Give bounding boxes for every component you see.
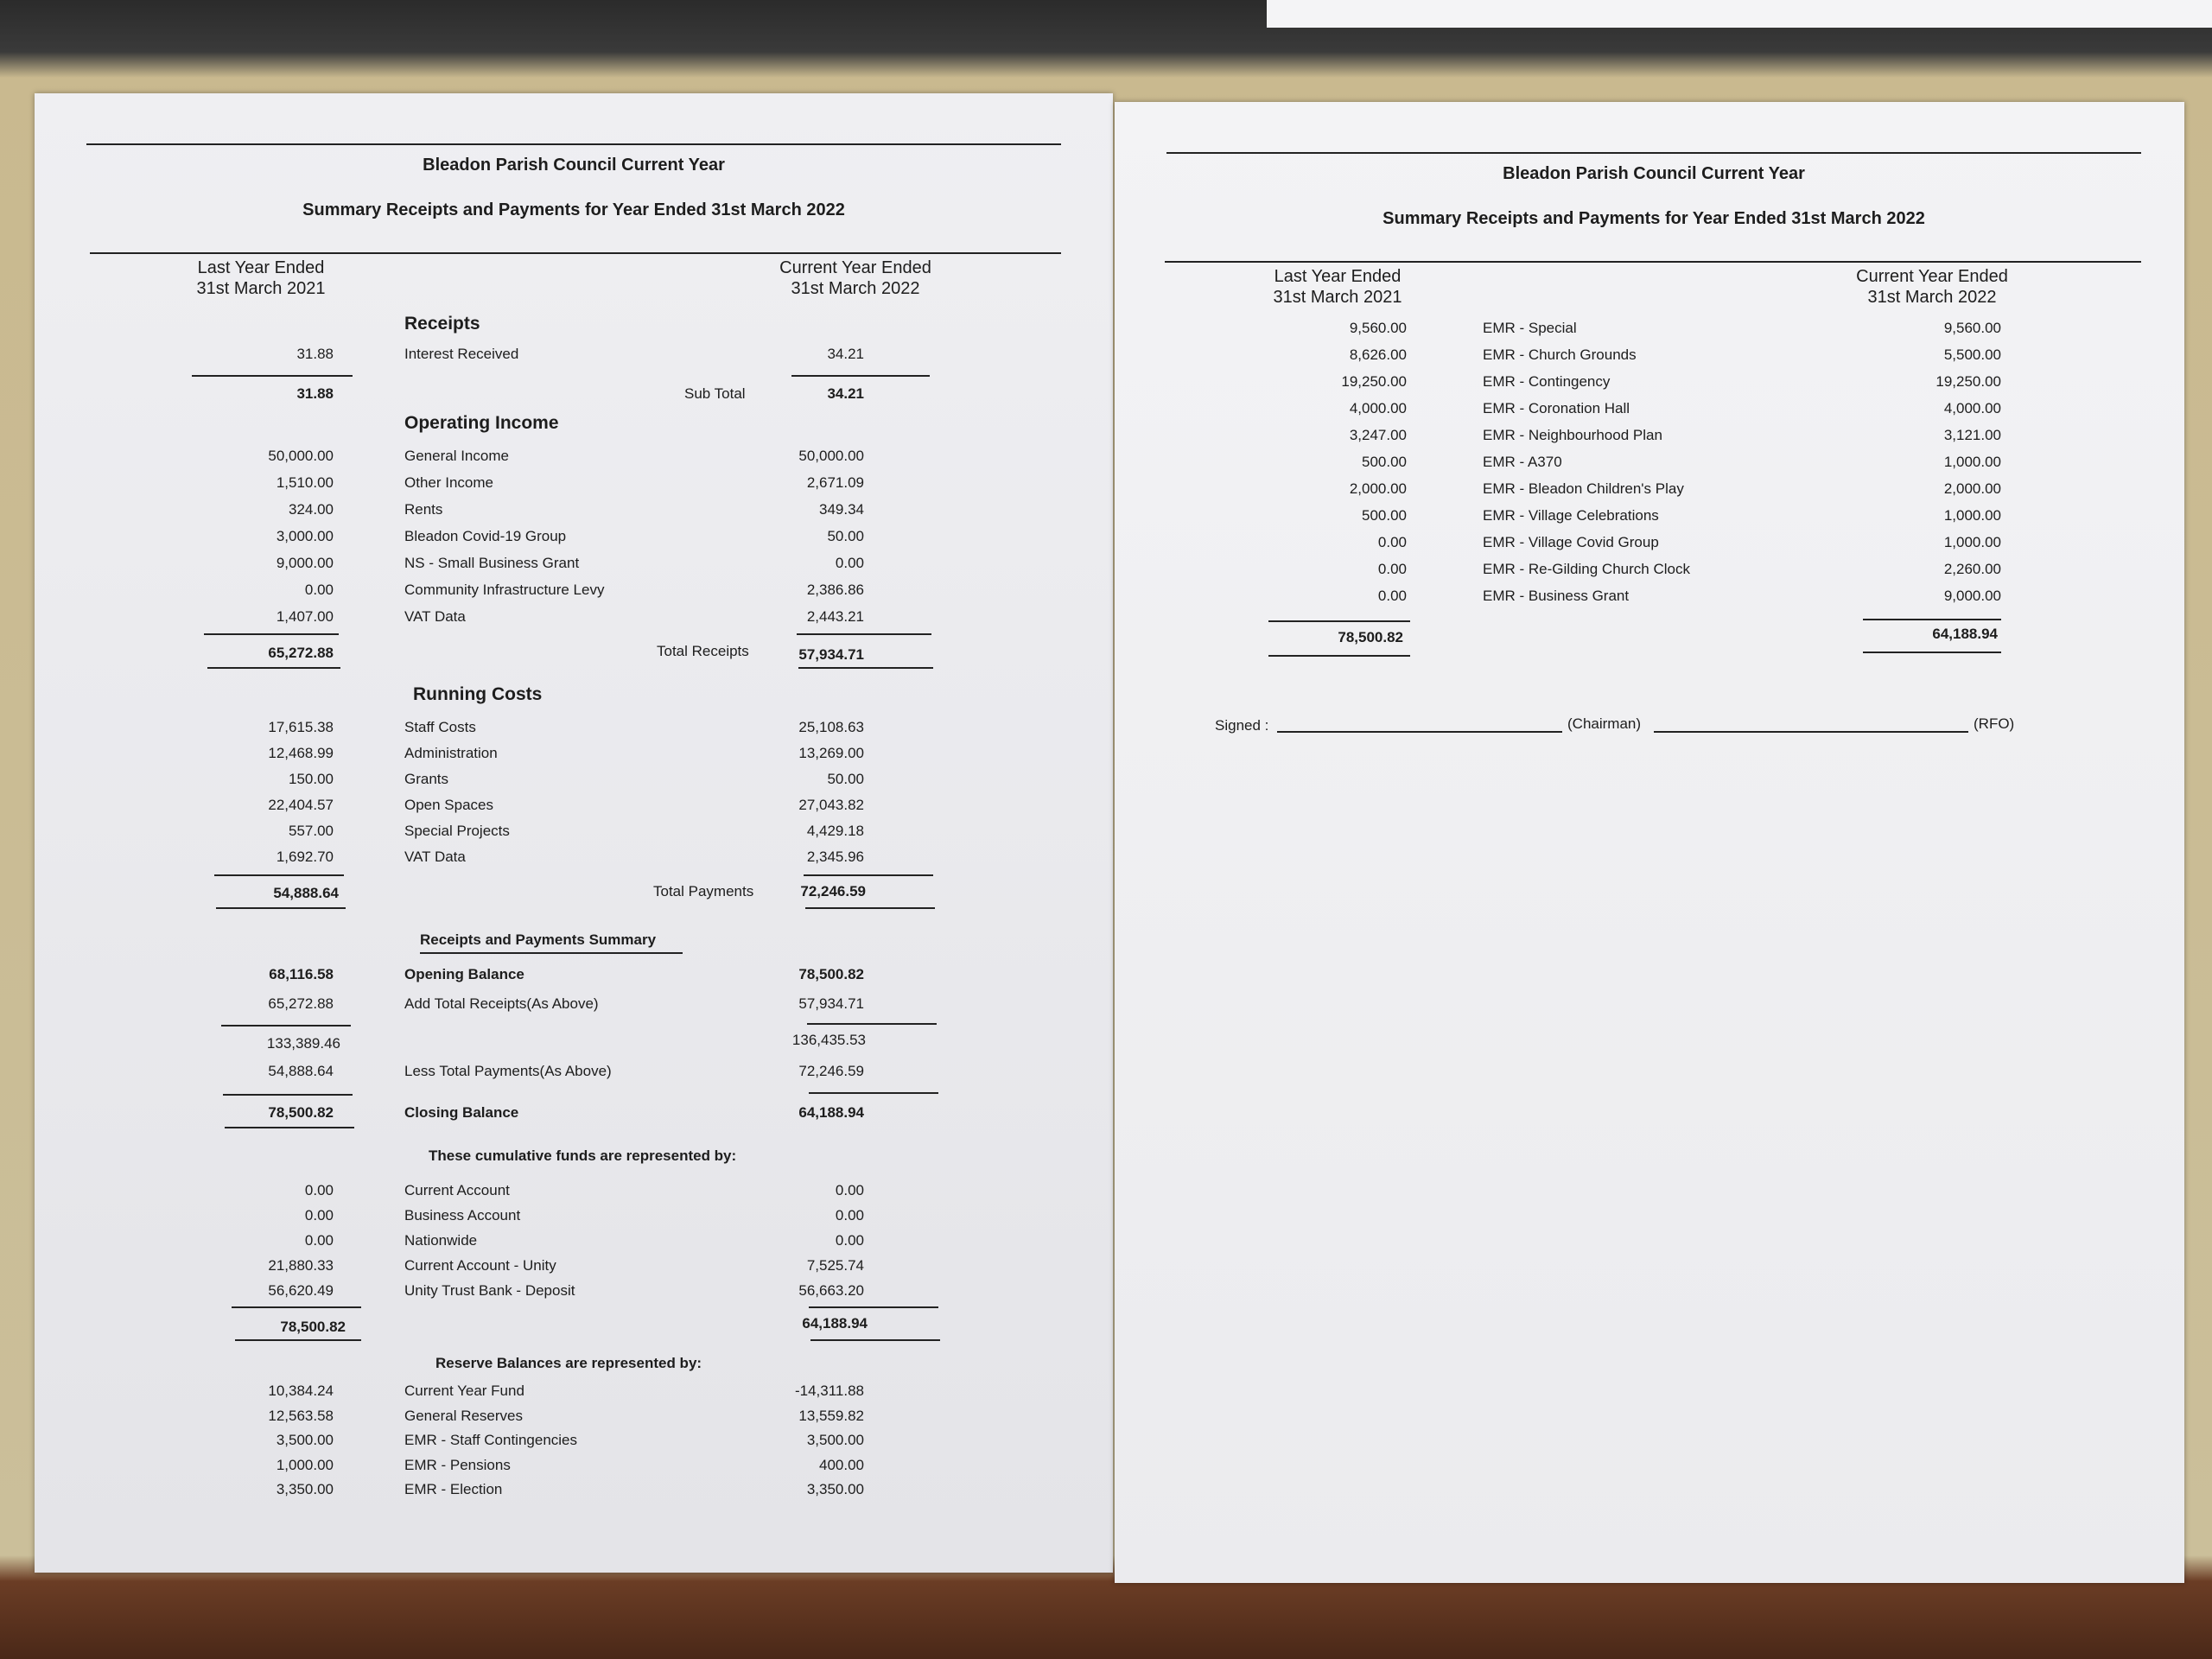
rfo-signature-line[interactable] xyxy=(1654,731,1968,733)
last-year-value: 50,000.00 xyxy=(268,448,334,464)
last-year-value: 65,272.88 xyxy=(268,995,334,1012)
row-label: EMR - Pensions xyxy=(404,1456,511,1473)
last-year-value: 500.00 xyxy=(1362,454,1407,470)
underline-current xyxy=(809,1092,938,1094)
current-year-value: 27,043.82 xyxy=(798,797,864,813)
page-title: Bleadon Parish Council Current Year xyxy=(423,156,725,175)
current-year-value: 78,500.82 xyxy=(798,966,864,982)
reserve-row-label: EMR - Re-Gilding Church Clock xyxy=(1483,561,1690,577)
current-year-value: 3,121.00 xyxy=(1943,427,2001,443)
row-label: EMR - Staff Contingencies xyxy=(404,1432,577,1448)
current-year-value: 50,000.00 xyxy=(798,448,864,464)
last-year-value: 0.00 xyxy=(304,1182,334,1198)
reserve-row-label: EMR - Contingency xyxy=(1483,373,1611,390)
total-receipts-label: Total Receipts xyxy=(657,643,749,659)
current-year-value: 0.00 xyxy=(835,1232,864,1249)
last-year-value: 1,407.00 xyxy=(276,608,334,625)
last-year-value: 17,615.38 xyxy=(268,719,334,735)
double-underline-current xyxy=(810,1339,940,1341)
add-receipts-label: Add Total Receipts(As Above) xyxy=(404,995,599,1012)
chairman-signature-line[interactable] xyxy=(1277,731,1562,733)
last-year-value: 56,620.49 xyxy=(268,1282,334,1299)
row-label: Rents xyxy=(404,501,443,518)
opening-balance-label: Opening Balance xyxy=(404,966,524,982)
section-heading-summary: Receipts and Payments Summary xyxy=(420,931,657,948)
current-year-value: 1,000.00 xyxy=(1943,534,2001,550)
row-label: Other Income xyxy=(404,474,493,491)
last-year-value: 31.88 xyxy=(296,346,334,362)
underline-last xyxy=(221,1025,351,1027)
signed-label: Signed : xyxy=(1215,717,1269,734)
underline-current xyxy=(791,375,930,377)
closing-balance-label: Closing Balance xyxy=(404,1104,519,1121)
left-page xyxy=(35,93,1113,1573)
page-title: Bleadon Parish Council Current Year xyxy=(1503,164,1805,183)
row-label: General Income xyxy=(404,448,509,464)
summary-heading-underline xyxy=(420,952,683,954)
last-year-value: 9,560.00 xyxy=(1349,320,1407,336)
total-payments-label: Total Payments xyxy=(653,883,754,899)
last-year-value: 12,468.99 xyxy=(268,745,334,761)
last-year-value: 324.00 xyxy=(289,501,334,518)
row-label: General Reserves xyxy=(404,1407,524,1424)
current-year-value: 57,934.71 xyxy=(798,995,864,1012)
row-label: Staff Costs xyxy=(404,719,476,735)
last-year-value: 3,000.00 xyxy=(276,528,334,544)
section-heading-receipts: Receipts xyxy=(404,314,480,334)
row-label: Administration xyxy=(404,745,498,761)
last-year-value: 22,404.57 xyxy=(268,797,334,813)
underline-last xyxy=(223,1094,353,1096)
reserve-row-label: EMR - Village Covid Group xyxy=(1483,534,1659,550)
reserve-row-label: EMR - Neighbourhood Plan xyxy=(1483,427,1662,443)
current-year-value: 4,429.18 xyxy=(806,823,864,839)
row-label: VAT Data xyxy=(404,849,466,865)
double-underline-current xyxy=(805,907,935,909)
underline-last xyxy=(204,633,339,635)
last-year-value: 2,000.00 xyxy=(1349,480,1407,497)
last-year-value: 1,510.00 xyxy=(276,474,334,491)
last-year-value: 0.00 xyxy=(304,1232,334,1249)
row-label: EMR - Election xyxy=(404,1481,503,1497)
section-heading-operating-income: Operating Income xyxy=(404,413,559,433)
subtotal2-last: 133,389.46 xyxy=(266,1035,340,1052)
reserve-row-label: EMR - Bleadon Children's Play xyxy=(1483,480,1684,497)
double-underline-current xyxy=(1863,652,2001,653)
double-underline-last xyxy=(225,1127,354,1128)
section-heading-reserves: Reserve Balances are represented by: xyxy=(435,1355,702,1371)
total-receipts-current: 57,934.71 xyxy=(798,646,864,663)
last-year-value: 1,692.70 xyxy=(276,849,334,865)
row-label: Nationwide xyxy=(404,1232,478,1249)
row-label: Community Infrastructure Levy xyxy=(404,582,605,598)
total-payments-last: 54,888.64 xyxy=(273,885,339,901)
last-year-value: 557.00 xyxy=(289,823,334,839)
double-underline-last xyxy=(216,907,346,909)
current-year-value: 400.00 xyxy=(819,1456,864,1473)
column-header-current-year: Current Year Ended 31st March 2022 xyxy=(779,258,931,298)
header-rule-bottom xyxy=(1165,261,2141,263)
reserves-total-last: 78,500.82 xyxy=(1338,629,1403,645)
current-year-value: 0.00 xyxy=(835,555,864,571)
current-year-value: 0.00 xyxy=(835,1182,864,1198)
underline-current xyxy=(804,874,933,876)
page-subtitle: Summary Receipts and Payments for Year Ended 31st March 2022 xyxy=(1382,209,1925,228)
row-label: Open Spaces xyxy=(404,797,494,813)
subtotal2-current: 136,435.53 xyxy=(791,1032,866,1048)
row-label: Unity Trust Bank - Deposit xyxy=(404,1282,575,1299)
subtotal-current: 34.21 xyxy=(827,385,864,402)
row-label: Current Account xyxy=(404,1182,510,1198)
reserve-row-label: EMR - Special xyxy=(1483,320,1577,336)
current-year-value: 19,250.00 xyxy=(1936,373,2001,390)
row-label: NS - Small Business Grant xyxy=(404,555,580,571)
underline-last xyxy=(214,874,344,876)
last-year-value: 150.00 xyxy=(289,771,334,787)
chairman-label: (Chairman) xyxy=(1567,715,1642,732)
current-year-value: 4,000.00 xyxy=(1943,400,2001,416)
current-year-value: 2,443.21 xyxy=(806,608,864,625)
last-year-value: 0.00 xyxy=(1377,588,1407,604)
rfo-label: (RFO) xyxy=(1974,715,2015,732)
current-year-value: 64,188.94 xyxy=(798,1104,864,1121)
row-label: Special Projects xyxy=(404,823,510,839)
current-year-value: 2,260.00 xyxy=(1943,561,2001,577)
background-paper-strip xyxy=(1267,0,2212,28)
page-subtitle: Summary Receipts and Payments for Year Ended 31st March 2022 xyxy=(302,200,845,219)
current-year-value: 7,525.74 xyxy=(806,1257,864,1274)
reserve-row-label: EMR - Church Grounds xyxy=(1483,346,1637,363)
reserve-row-label: EMR - Business Grant xyxy=(1483,588,1630,604)
current-year-value: 9,000.00 xyxy=(1943,588,2001,604)
current-year-value: 56,663.20 xyxy=(798,1282,864,1299)
last-year-value: 3,247.00 xyxy=(1349,427,1407,443)
last-year-value: 19,250.00 xyxy=(1341,373,1407,390)
current-year-value: 13,269.00 xyxy=(798,745,864,761)
last-year-value: 12,563.58 xyxy=(268,1407,334,1424)
current-year-value: 50.00 xyxy=(827,771,864,787)
last-year-value: 0.00 xyxy=(304,582,334,598)
last-year-value: 68,116.58 xyxy=(269,966,334,982)
last-year-value: 0.00 xyxy=(1377,534,1407,550)
double-underline-current xyxy=(798,667,933,669)
underline-last xyxy=(192,375,353,377)
reserve-row-label: EMR - Village Celebrations xyxy=(1483,507,1659,524)
last-year-value: 10,384.24 xyxy=(268,1382,334,1399)
last-year-value: 3,500.00 xyxy=(276,1432,334,1448)
current-year-value: 34.21 xyxy=(827,346,864,362)
section-heading-funds: These cumulative funds are represented by: xyxy=(429,1147,737,1164)
last-year-value: 54,888.64 xyxy=(268,1063,334,1079)
last-year-value: 1,000.00 xyxy=(276,1456,334,1473)
subtotal-label: Sub Total xyxy=(684,385,746,402)
current-year-value: 1,000.00 xyxy=(1943,507,2001,524)
reserve-row-label: EMR - Coronation Hall xyxy=(1483,400,1630,416)
last-year-value: 8,626.00 xyxy=(1349,346,1407,363)
row-label: Interest Received xyxy=(404,346,519,362)
current-year-value: 3,350.00 xyxy=(806,1481,864,1497)
current-year-value: 1,000.00 xyxy=(1943,454,2001,470)
current-year-value: 2,000.00 xyxy=(1943,480,2001,497)
column-header-current-year: Current Year Ended 31st March 2022 xyxy=(1856,267,2008,307)
underline-current xyxy=(807,1023,937,1025)
funds-total-last: 78,500.82 xyxy=(280,1319,346,1335)
row-label: Current Account - Unity xyxy=(404,1257,556,1274)
current-year-value: -14,311.88 xyxy=(794,1382,864,1399)
total-payments-current: 72,246.59 xyxy=(800,883,866,899)
current-year-value: 2,345.96 xyxy=(806,849,864,865)
column-header-last-year: Last Year Ended 31st March 2021 xyxy=(196,258,326,298)
underline-current xyxy=(1863,619,2001,620)
current-year-value: 25,108.63 xyxy=(798,719,864,735)
underline-current xyxy=(809,1306,938,1308)
row-label: Current Year Fund xyxy=(404,1382,524,1399)
underline-current xyxy=(797,633,931,635)
header-rule-top xyxy=(1166,152,2141,154)
last-year-value: 3,350.00 xyxy=(276,1481,334,1497)
column-header-last-year: Last Year Ended 31st March 2021 xyxy=(1273,267,1402,307)
last-year-value: 21,880.33 xyxy=(268,1257,334,1274)
row-label: VAT Data xyxy=(404,608,466,625)
last-year-value: 4,000.00 xyxy=(1349,400,1407,416)
current-year-value: 50.00 xyxy=(827,528,864,544)
current-year-value: 13,559.82 xyxy=(798,1407,864,1424)
current-year-value: 0.00 xyxy=(835,1207,864,1224)
current-year-value: 3,500.00 xyxy=(806,1432,864,1448)
row-label: Bleadon Covid-19 Group xyxy=(404,528,567,544)
subtotal-last: 31.88 xyxy=(296,385,334,402)
last-year-value: 78,500.82 xyxy=(268,1104,334,1121)
current-year-value: 2,671.09 xyxy=(806,474,864,491)
double-underline-last xyxy=(1268,655,1410,657)
funds-total-current: 64,188.94 xyxy=(802,1315,868,1332)
last-year-value: 0.00 xyxy=(1377,561,1407,577)
reserves-total-current: 64,188.94 xyxy=(1932,626,1998,642)
current-year-value: 5,500.00 xyxy=(1943,346,2001,363)
right-page xyxy=(1115,102,2184,1583)
header-rule-bottom xyxy=(90,252,1061,254)
less-payments-label: Less Total Payments(As Above) xyxy=(404,1063,612,1079)
double-underline-last xyxy=(235,1339,361,1341)
underline-last xyxy=(232,1306,361,1308)
total-receipts-last: 65,272.88 xyxy=(268,645,334,661)
row-label: Grants xyxy=(404,771,449,787)
header-rule-top xyxy=(86,143,1061,145)
current-year-value: 9,560.00 xyxy=(1943,320,2001,336)
current-year-value: 349.34 xyxy=(819,501,864,518)
section-heading-running-costs: Running Costs xyxy=(413,684,543,704)
last-year-value: 9,000.00 xyxy=(276,555,334,571)
current-year-value: 72,246.59 xyxy=(798,1063,864,1079)
current-year-value: 2,386.86 xyxy=(806,582,864,598)
last-year-value: 0.00 xyxy=(304,1207,334,1224)
double-underline-last xyxy=(207,667,340,669)
reserve-row-label: EMR - A370 xyxy=(1483,454,1562,470)
underline-last xyxy=(1268,620,1410,622)
row-label: Business Account xyxy=(404,1207,521,1224)
last-year-value: 500.00 xyxy=(1362,507,1407,524)
